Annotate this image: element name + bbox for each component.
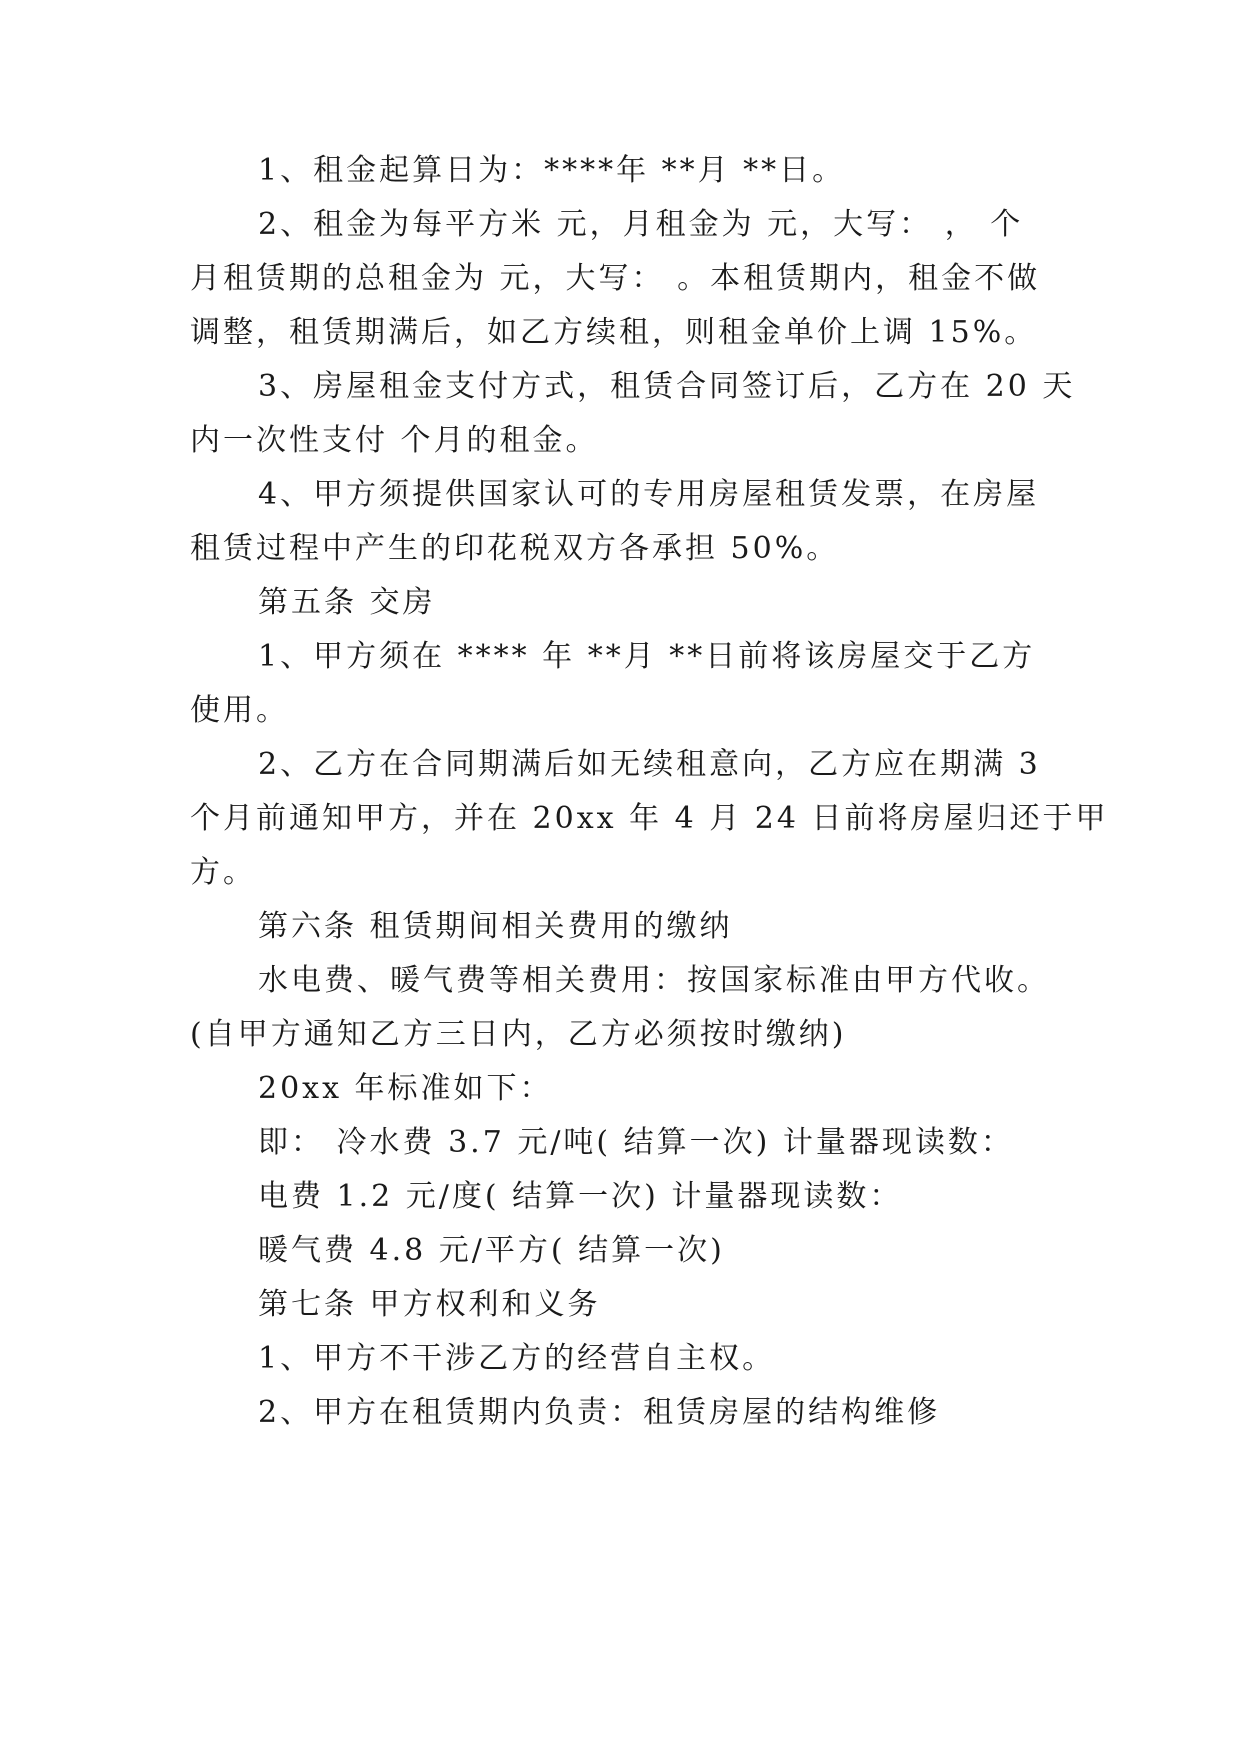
clause-4-item-3-cont: 内一次性支付 个月的租金。 (190, 423, 599, 458)
section-heading-7: 第七条 甲方权利和义务 (258, 1287, 601, 1322)
clause-4-item-2-cont: 调整，租赁期满后，如乙方续租，则租金单价上调 15%。 (190, 315, 1038, 350)
clause-7-item-1: 1、甲方不干涉乙方的经营自主权。 (258, 1341, 776, 1376)
clause-5-item-2-cont: 方。 (190, 855, 256, 890)
clause-5-item-1-cont: 使用。 (190, 693, 289, 728)
clause-4-item-4: 4、甲方须提供国家认可的专用房屋租赁发票，在房屋 (258, 477, 1040, 512)
clause-5-item-2-cont: 个月前通知甲方，并在 20xx 年 4 月 24 日前将房屋归还于甲 (190, 801, 1109, 836)
clause-6-paragraph: 水电费、暖气费等相关费用：按国家标准由甲方代收。 (258, 963, 1050, 998)
clause-5-item-1: 1、甲方须在 **** 年 **月 **日前将该房屋交于乙方 (258, 639, 1036, 674)
clause-4-item-3: 3、房屋租金支付方式，租赁合同签订后，乙方在 20 天 (258, 369, 1076, 404)
clause-6-standard-heading: 20xx 年标准如下： (258, 1071, 553, 1106)
clause-6-water-fee: 即： 冷水费 3.7 元/吨( 结算一次) 计量器现读数： (258, 1125, 1014, 1160)
section-heading-6: 第六条 租赁期间相关费用的缴纳 (258, 909, 733, 944)
clause-5-item-2: 2、乙方在合同期满后如无续租意向，乙方应在期满 3 (258, 747, 1041, 782)
clause-4-item-2: 2、租金为每平方米 元，月租金为 元，大写： ， 个 (258, 207, 1024, 242)
clause-7-item-2: 2、甲方在租赁期内负责：租赁房屋的结构维修 (258, 1395, 941, 1430)
clause-6-paragraph-cont: (自甲方通知乙方三日内，乙方必须按时缴纳) (190, 1017, 847, 1052)
section-heading-5: 第五条 交房 (258, 585, 436, 620)
clause-4-item-1: 1、租金起算日为：****年 **月 **日。 (258, 153, 846, 188)
clause-4-item-4-cont: 租赁过程中产生的印花税双方各承担 50%。 (190, 531, 840, 566)
clause-4-item-2-cont: 月租赁期的总租金为 元，大写： 。本租赁期内，租金不做 (190, 261, 1041, 296)
clause-6-heating-fee: 暖气费 4.8 元/平方( 结算一次) (258, 1233, 725, 1268)
clause-6-electric-fee: 电费 1.2 元/度( 结算一次) 计量器现读数： (258, 1179, 903, 1214)
